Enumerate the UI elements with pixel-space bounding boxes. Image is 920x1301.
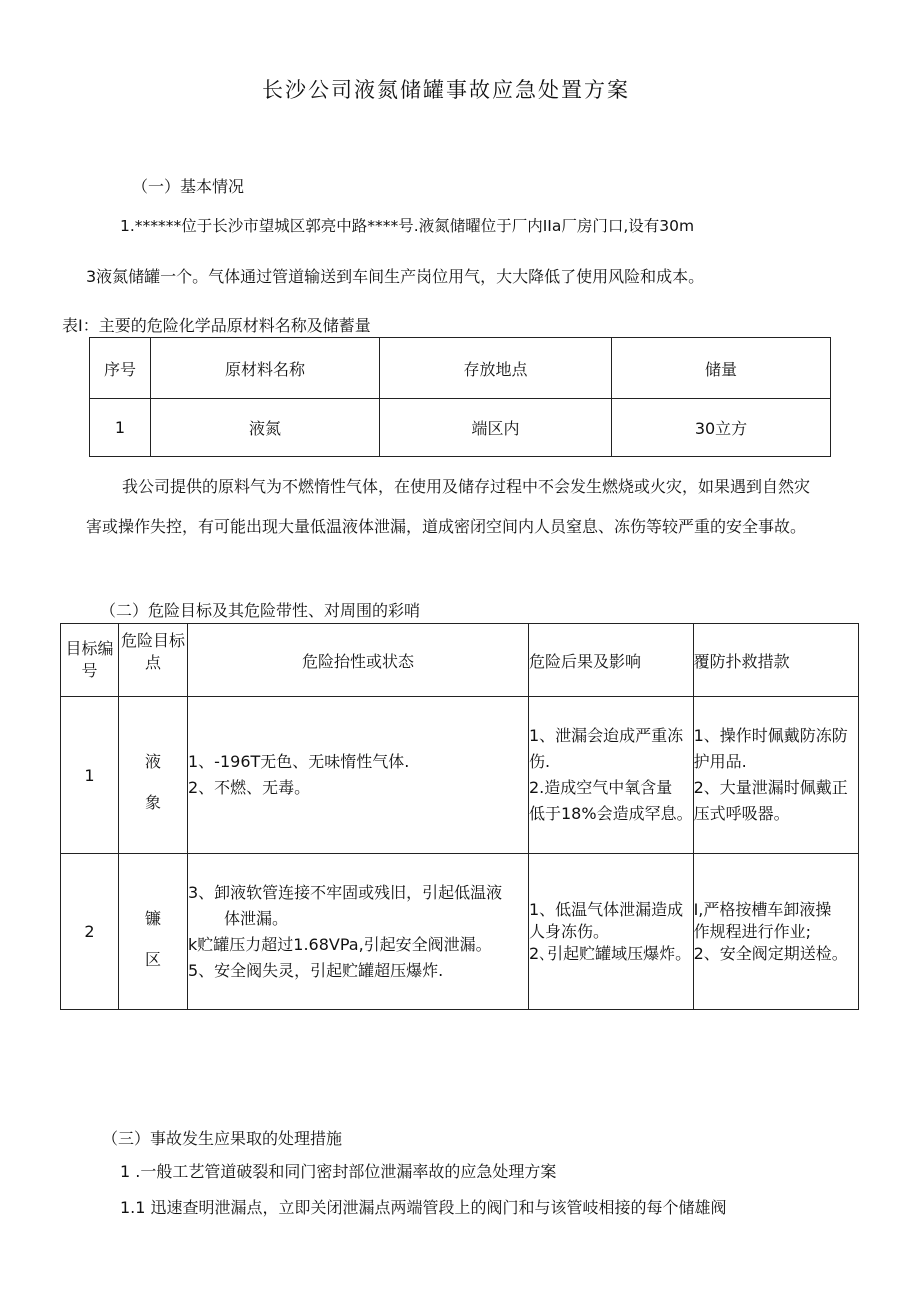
table-row: [61, 697, 859, 854]
table-header-row: [61, 624, 859, 697]
hazard-table: [60, 623, 859, 1010]
section1-para2-line1: 我公司提供的原料气为不燃惰性气体，在使用及储存过程中不会发生燃烧或火灾，如果遇到自然灾: [122, 477, 811, 496]
materials-table: [89, 337, 831, 457]
table-cell-id: 1: [61, 697, 119, 854]
table-cell-effect: 1、低温气体泄漏造成 人身冻伤。 2､引起贮罐域压爆炸。: [529, 854, 694, 1010]
table-header-row: [90, 338, 831, 399]
section3-item1-1: 1.1 迅速查明泄漏点，立即关闭泄漏点两端管段上的阀门和与该管岐相接的每个储雄阀: [120, 1198, 727, 1217]
table-cell: 端区内: [380, 399, 612, 457]
header-cell-measure: 覆防扑救措款: [693, 624, 858, 697]
header-cell-effect: 危险后果及影响: [529, 624, 694, 697]
header-cell: 存放地点: [380, 338, 612, 399]
table-cell-effect: 1、泄漏会迨成严重冻 伤. 2.造成空气中氧含量 低于18%会造成罕息。: [529, 697, 694, 854]
table-cell-state: 3、卸液软管连接不牢固或残旧，引起低温液 体泄漏。 k贮罐压力超过1.68VPa,引起安全阀泄漏。 5、安全阀失灵，引起贮罐超压爆炸.: [188, 854, 529, 1010]
table-cell: 液氮: [151, 399, 380, 457]
table-row: [61, 854, 859, 1010]
table1-caption: 表I：主要的危险化学品原材料名称及储蓄量: [62, 316, 371, 335]
header-cell: 储量: [612, 338, 831, 399]
section1-para2-line2: 害或操作失控，有可能出现大量低温液体泄漏，道成密闭空间内人员窒息、冻伤等较严重的安全事故。: [86, 517, 807, 536]
header-cell-state: 危险抬性或状态: [188, 624, 529, 697]
section3-heading: （三）事故发生应果取的处理措施: [102, 1129, 343, 1148]
header-cell: 序号: [90, 338, 151, 399]
table-cell-id: 2: [61, 854, 119, 1010]
header-cell: 原材料名称: [151, 338, 380, 399]
table-cell: 1: [90, 399, 151, 457]
section1-para-line2: 3液氮储罐一个。气体通过管道输送到车间生产岗位用气，大大降低了使用风险和成本。: [86, 267, 705, 286]
table-cell: 30立方: [612, 399, 831, 457]
section1-heading: （一）基本情况: [132, 177, 245, 196]
section1-para-line1: 1.******位于长沙市望城区郭亮中路****号.液氮储曜位于厂内IIa厂房门口,设有30m: [120, 217, 695, 235]
table-cell-state: 1、-196T无色、无味惰性气体. 2、不燃、无毒。: [188, 697, 529, 854]
table-cell-point: 液 象: [119, 697, 188, 854]
table-cell-point: 镰 区: [119, 854, 188, 1010]
table-cell-measure: 1、操作时佩戴防冻防 护用品. 2、大量泄漏时佩戴正 压式呼吸器。: [693, 697, 858, 854]
table-cell-measure: I,严格按槽车卸液操 作规程进行作业; 2、安全阀定期送检。: [693, 854, 858, 1010]
header-cell-target-id: 目标编 号: [61, 624, 119, 697]
header-cell-target-point: 危险目标 点: [119, 624, 188, 697]
table-row: [90, 399, 831, 457]
document-title: 长沙公司液氮储罐事故应急处置方案: [262, 78, 630, 102]
section2-heading: （二）危险目标及其危险带性、对周围的彩哨: [100, 601, 421, 620]
section3-item1: 1 .一般工艺管道破裂和同门密封部位泄漏率故的应急处理方案: [120, 1162, 557, 1181]
